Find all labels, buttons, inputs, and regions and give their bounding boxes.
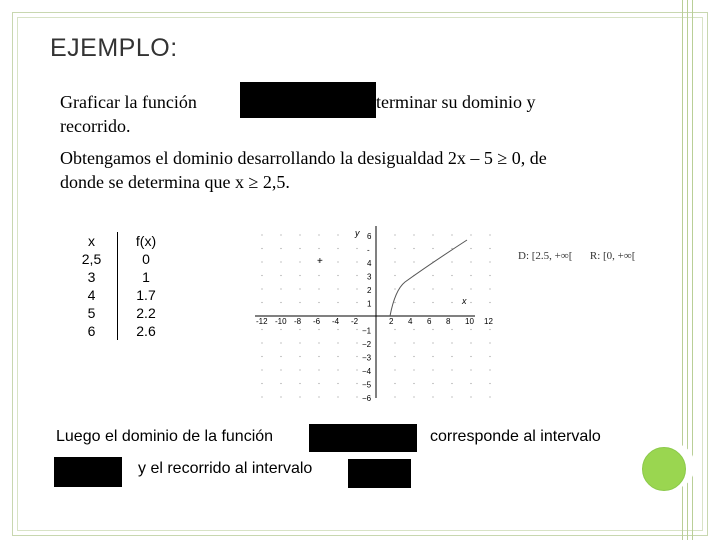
- cell-x: 4: [66, 286, 118, 304]
- grid-dot: [299, 302, 300, 303]
- table-row: [66, 304, 174, 322]
- grid-dot: [356, 369, 357, 370]
- x-tick-label: -4: [332, 317, 340, 326]
- grid-dot: [280, 302, 281, 303]
- grid-dot: [394, 275, 395, 276]
- grid-dot: [261, 356, 262, 357]
- sqrt-function-curve: [390, 240, 467, 316]
- grid-dot: [489, 329, 490, 330]
- grid-dot: [413, 369, 414, 370]
- grid-dot: [394, 234, 395, 235]
- grid-dot: [451, 302, 452, 303]
- grid-dot: [470, 261, 471, 262]
- grid-dot: [432, 234, 433, 235]
- grid-dot: [489, 383, 490, 384]
- grid-dot: [451, 383, 452, 384]
- grid-dot: [470, 234, 471, 235]
- grid-dot: [280, 342, 281, 343]
- grid-dot: [318, 275, 319, 276]
- grid-dot: [356, 302, 357, 303]
- values-table: [66, 232, 174, 340]
- table-row: [66, 250, 174, 268]
- grid-dot: [261, 275, 262, 276]
- grid-dot: [299, 369, 300, 370]
- y-tick-label: 4: [367, 259, 372, 268]
- grid-dot: [356, 261, 357, 262]
- grid-dot: [318, 248, 319, 249]
- grid-dot: [337, 234, 338, 235]
- grid-dot: [432, 383, 433, 384]
- grid-dot: [394, 396, 395, 397]
- conclusion-text-end: corresponde al intervalo: [430, 428, 601, 445]
- y-tick-label: 2: [367, 286, 372, 295]
- conclusion-text-line2: y el recorrido al intervalo: [138, 460, 313, 477]
- intro-text-line2: recorrido.: [60, 116, 131, 136]
- range-note: R: [0, +∞[: [589, 250, 636, 262]
- grid-dot: [356, 248, 357, 249]
- x-tick-label: 12: [484, 317, 493, 326]
- cell-x: 2,5: [66, 250, 118, 268]
- redacted-function: [240, 82, 376, 118]
- grid-dot: [451, 234, 452, 235]
- grid-dot: [489, 248, 490, 249]
- grid-dot: [451, 356, 452, 357]
- grid-dot: [489, 275, 490, 276]
- grid-dot: [337, 329, 338, 330]
- x-tick-label: -2: [351, 317, 359, 326]
- grid-dot: [261, 302, 262, 303]
- cell-fx: 1.7: [136, 287, 156, 303]
- grid-dot: [413, 302, 414, 303]
- y-tick-label: 6: [367, 232, 372, 241]
- grid-dot: [318, 383, 319, 384]
- intro-text-start: Graficar la función: [60, 92, 197, 112]
- grid-dot: [356, 342, 357, 343]
- table-row: [66, 268, 174, 286]
- grid-dot: [470, 369, 471, 370]
- grid-dot: [356, 396, 357, 397]
- grid-dot: [470, 342, 471, 343]
- cell-fx: 1: [142, 269, 150, 285]
- grid-dot: [432, 329, 433, 330]
- grid-dot: [451, 396, 452, 397]
- slide-title: EJEMPLO:: [50, 34, 178, 62]
- grid-dot: [299, 383, 300, 384]
- cell-x: 3: [66, 268, 118, 286]
- cell-x: 5: [66, 304, 118, 322]
- explain-text-line2: donde se determina que x ≥ 2,5.: [60, 172, 290, 192]
- x-tick-label: 4: [408, 317, 413, 326]
- x-tick-label: -12: [256, 317, 268, 326]
- grid-dot: [299, 261, 300, 262]
- grid-dot: [261, 342, 262, 343]
- grid-dot: [470, 383, 471, 384]
- grid-dot: [337, 302, 338, 303]
- domain-range-note: [518, 250, 635, 262]
- redacted-domain-interval: [54, 457, 122, 487]
- grid-dot: [261, 369, 262, 370]
- grid-dot: [261, 383, 262, 384]
- grid-dot: [318, 234, 319, 235]
- grid-dot: [451, 369, 452, 370]
- domain-note: D: [2.5, +∞[: [518, 250, 573, 262]
- grid-dot: [470, 288, 471, 289]
- y-tick-labels: [362, 232, 372, 403]
- grid-dot: [432, 356, 433, 357]
- grid-dot: [261, 288, 262, 289]
- table-header-fx: f(x): [135, 233, 157, 249]
- grid-dot: [356, 356, 357, 357]
- cell-fx: 0: [142, 251, 150, 267]
- table-row: [66, 286, 174, 304]
- grid-dot: [394, 261, 395, 262]
- y-tick-label: -: [367, 245, 370, 255]
- grid-dot: [261, 396, 262, 397]
- grid-dot: [280, 383, 281, 384]
- x-axis-label: x: [462, 296, 467, 306]
- redacted-function-2: [309, 424, 417, 452]
- grid-dot: [489, 342, 490, 343]
- grid-dot: [394, 342, 395, 343]
- grid-dot: [299, 329, 300, 330]
- grid-dot: [394, 248, 395, 249]
- x-tick-label: -6: [313, 317, 321, 326]
- grid-dot: [470, 302, 471, 303]
- grid-dot: [394, 356, 395, 357]
- grid-dot: [413, 342, 414, 343]
- y-tick-label: −5: [362, 380, 372, 390]
- grid-dot: [451, 288, 452, 289]
- grid-dot: [318, 369, 319, 370]
- grid-dot: [489, 234, 490, 235]
- grid-dot: [489, 369, 490, 370]
- decor-green-circle: [642, 447, 686, 491]
- grid-dot: [432, 342, 433, 343]
- grid-dot: [394, 302, 395, 303]
- grid-dot: [489, 396, 490, 397]
- grid-dot: [299, 342, 300, 343]
- grid-dot: [299, 356, 300, 357]
- cell-x: 6: [66, 322, 118, 340]
- y-tick-label: −3: [362, 353, 372, 363]
- y-tick-label: 3: [367, 272, 372, 282]
- x-tick-labels: [256, 317, 493, 326]
- table-header-row: [66, 232, 174, 250]
- function-graph: [245, 218, 493, 403]
- grid-dot: [299, 248, 300, 249]
- y-tick-label: −6: [362, 394, 372, 403]
- grid-dot: [299, 288, 300, 289]
- grid-dot: [394, 383, 395, 384]
- grid-dot: [280, 288, 281, 289]
- grid-dot: [318, 329, 319, 330]
- redacted-range-interval: [348, 459, 411, 488]
- cell-fx: 2.6: [136, 323, 156, 339]
- y-axis-label: y: [355, 228, 360, 238]
- table-header-x: x: [66, 232, 118, 250]
- grid-dot: [470, 248, 471, 249]
- grid-dot: [432, 275, 433, 276]
- grid-dot: [451, 342, 452, 343]
- grid-dot: [318, 288, 319, 289]
- grid-dot: [299, 396, 300, 397]
- graph-plus-mark: +: [317, 256, 323, 267]
- grid-dot: [451, 248, 452, 249]
- x-tick-label: 10: [465, 317, 474, 326]
- grid-dot: [280, 248, 281, 249]
- grid-dot: [413, 396, 414, 397]
- grid-dot: [280, 234, 281, 235]
- conclusion-text-start: Luego el dominio de la función: [56, 428, 274, 445]
- grid-dot: [470, 275, 471, 276]
- grid-dot: [489, 356, 490, 357]
- grid-dot: [451, 261, 452, 262]
- grid-dot: [432, 288, 433, 289]
- grid-dot: [280, 396, 281, 397]
- x-tick-label: -10: [275, 317, 287, 326]
- grid-dot: [413, 261, 414, 262]
- grid-dot: [451, 275, 452, 276]
- grid-dot: [337, 248, 338, 249]
- grid-dot: [432, 302, 433, 303]
- grid-dot: [280, 369, 281, 370]
- grid-dot: [432, 396, 433, 397]
- grid-dot: [413, 248, 414, 249]
- grid-dot: [413, 234, 414, 235]
- x-tick-label: 6: [427, 317, 432, 326]
- grid-dot: [489, 288, 490, 289]
- grid-dot: [299, 275, 300, 276]
- grid-dot: [318, 342, 319, 343]
- grid-dot: [261, 234, 262, 235]
- explain-text-line1: Obtengamos el dominio desarrollando la desigualdad 2x – 5 ≥ 0, de: [60, 148, 547, 168]
- grid-dot: [356, 383, 357, 384]
- table-row: [66, 322, 174, 340]
- grid-dot: [356, 288, 357, 289]
- y-tick-label: −4: [362, 367, 372, 376]
- grid-dot: [280, 329, 281, 330]
- grid-dot: [337, 275, 338, 276]
- grid-dot: [337, 342, 338, 343]
- grid-dot: [337, 383, 338, 384]
- grid-dot: [299, 234, 300, 235]
- grid-dot: [489, 302, 490, 303]
- grid-dot: [280, 275, 281, 276]
- grid-dot: [318, 356, 319, 357]
- grid-dot: [432, 248, 433, 249]
- grid-dot: [280, 261, 281, 262]
- grid-dot: [413, 383, 414, 384]
- grid-dot: [356, 329, 357, 330]
- grid-dot: [394, 369, 395, 370]
- grid-dot: [337, 396, 338, 397]
- intro-text-end: terminar su dominio y: [376, 92, 536, 112]
- grid-dot: [470, 356, 471, 357]
- values-table-wrapper: [66, 232, 174, 340]
- grid-dot: [413, 288, 414, 289]
- grid-dot: [261, 248, 262, 249]
- grid-dot: [318, 396, 319, 397]
- grid-dot: [470, 329, 471, 330]
- grid-dot: [413, 356, 414, 357]
- x-tick-label: 8: [446, 317, 451, 326]
- grid-dot: [261, 261, 262, 262]
- grid-dot: [432, 369, 433, 370]
- grid-dot: [394, 288, 395, 289]
- grid-dot: [280, 356, 281, 357]
- cell-fx: 2.2: [136, 305, 156, 321]
- y-tick-label: −1: [362, 326, 372, 336]
- grid-dot: [337, 261, 338, 262]
- y-tick-label: 1: [367, 299, 372, 309]
- grid-dot: [337, 356, 338, 357]
- grid-dot: [356, 275, 357, 276]
- x-tick-label: -8: [294, 317, 302, 326]
- grid-dot: [318, 302, 319, 303]
- x-tick-label: 2: [389, 317, 394, 326]
- grid-dot: [451, 329, 452, 330]
- grid-dot: [337, 288, 338, 289]
- grid-dot: [413, 329, 414, 330]
- grid-dot: [394, 329, 395, 330]
- grid-dot: [489, 261, 490, 262]
- grid-dot: [261, 329, 262, 330]
- y-tick-label: −2: [362, 340, 372, 349]
- grid-dot: [337, 369, 338, 370]
- grid-dot: [470, 396, 471, 397]
